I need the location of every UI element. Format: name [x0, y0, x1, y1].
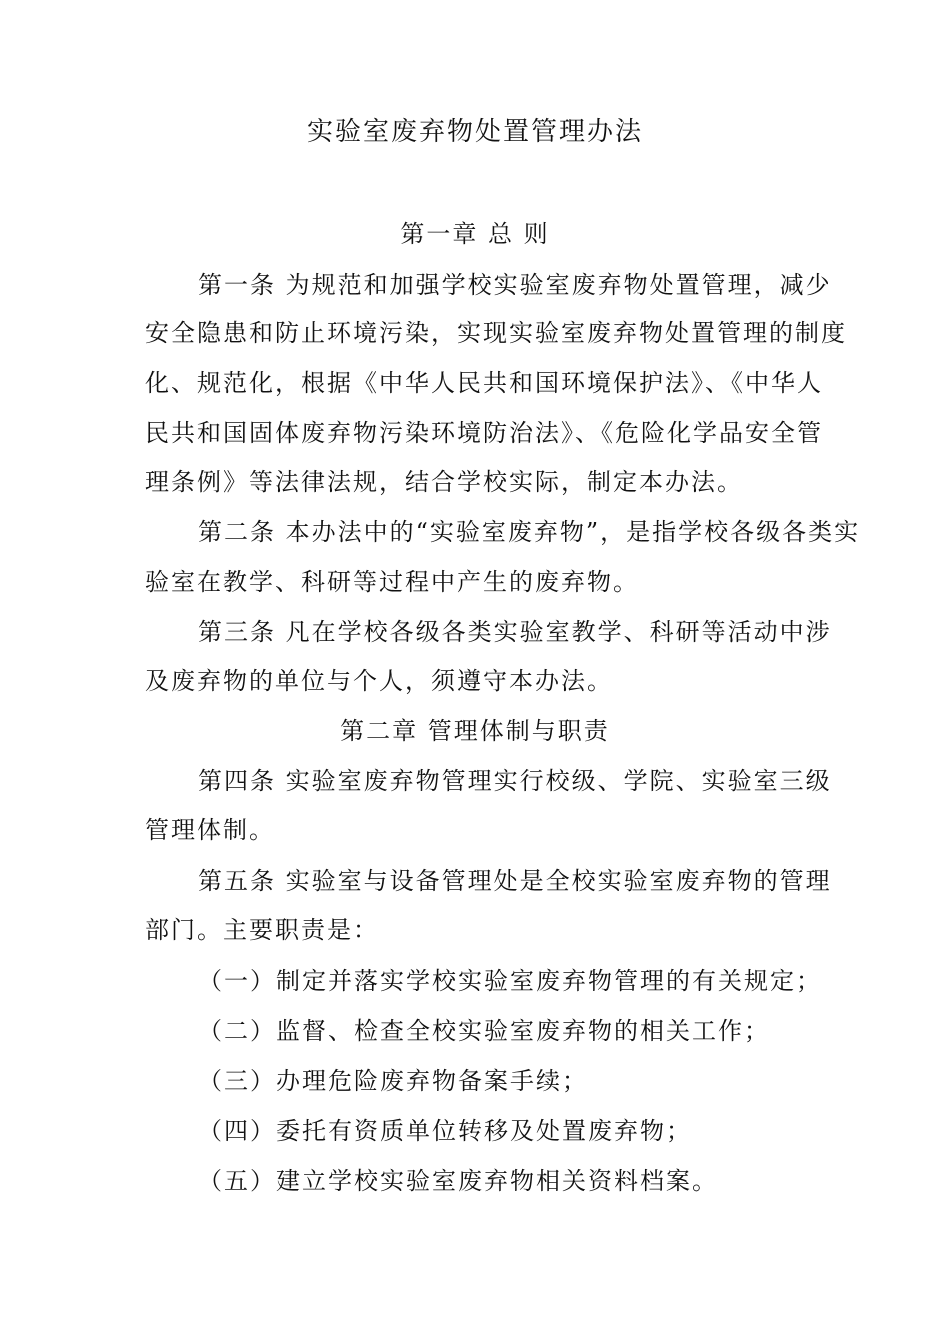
article-4-line-2: 管理体制。 [145, 816, 275, 844]
article-1-line-4: 民共和国固体废弃物污染环境防治法》、《危险化学品安全管 [145, 419, 823, 447]
article-1-line-3: 化、规范化，根据《中华人民共和国环境保护法》、《中华人 [145, 369, 823, 397]
article-4-line-1: 第四条 实验室废弃物管理实行校级、学院、实验室三级 [198, 767, 832, 795]
duty-item-1: （一）制定并落实学校实验室废弃物管理的有关规定； [198, 967, 822, 995]
duty-item-5: （五）建立学校实验室废弃物相关资料档案。 [198, 1167, 718, 1195]
duty-item-2: （二）监督、检查全校实验室废弃物的相关工作； [198, 1017, 770, 1045]
chapter-heading-2: 第二章 管理体制与职责 [340, 717, 610, 745]
duty-item-4: （四）委托有资质单位转移及处置废弃物； [198, 1117, 692, 1145]
chapter-heading-1: 第一章 总 则 [400, 220, 550, 248]
article-1-line-2: 安全隐患和防止环境污染，实现实验室废弃物处置管理的制度 [145, 319, 847, 347]
duty-item-3: （三）办理危险废弃物备案手续； [198, 1067, 588, 1095]
article-3-line-2: 及废弃物的单位与个人，须遵守本办法。 [145, 667, 613, 695]
article-5-line-2: 部门。主要职责是： [145, 916, 379, 944]
article-1-line-5: 理条例》等法律法规，结合学校实际，制定本办法。 [145, 468, 743, 496]
article-3-line-1: 第三条 凡在学校各级各类实验室教学、科研等活动中涉 [198, 618, 832, 646]
article-2-line-2: 验室在教学、科研等过程中产生的废弃物。 [145, 568, 639, 596]
article-5-line-1: 第五条 实验室与设备管理处是全校实验室废弃物的管理 [198, 867, 832, 895]
document-title: 实验室废弃物处置管理办法 [306, 117, 643, 147]
article-2-line-1: 第二条 本办法中的“实验室废弃物”，是指学校各级各类实 [198, 518, 861, 546]
article-1-line-1: 第一条 为规范和加强学校实验室废弃物处置管理，减少 [198, 271, 832, 299]
